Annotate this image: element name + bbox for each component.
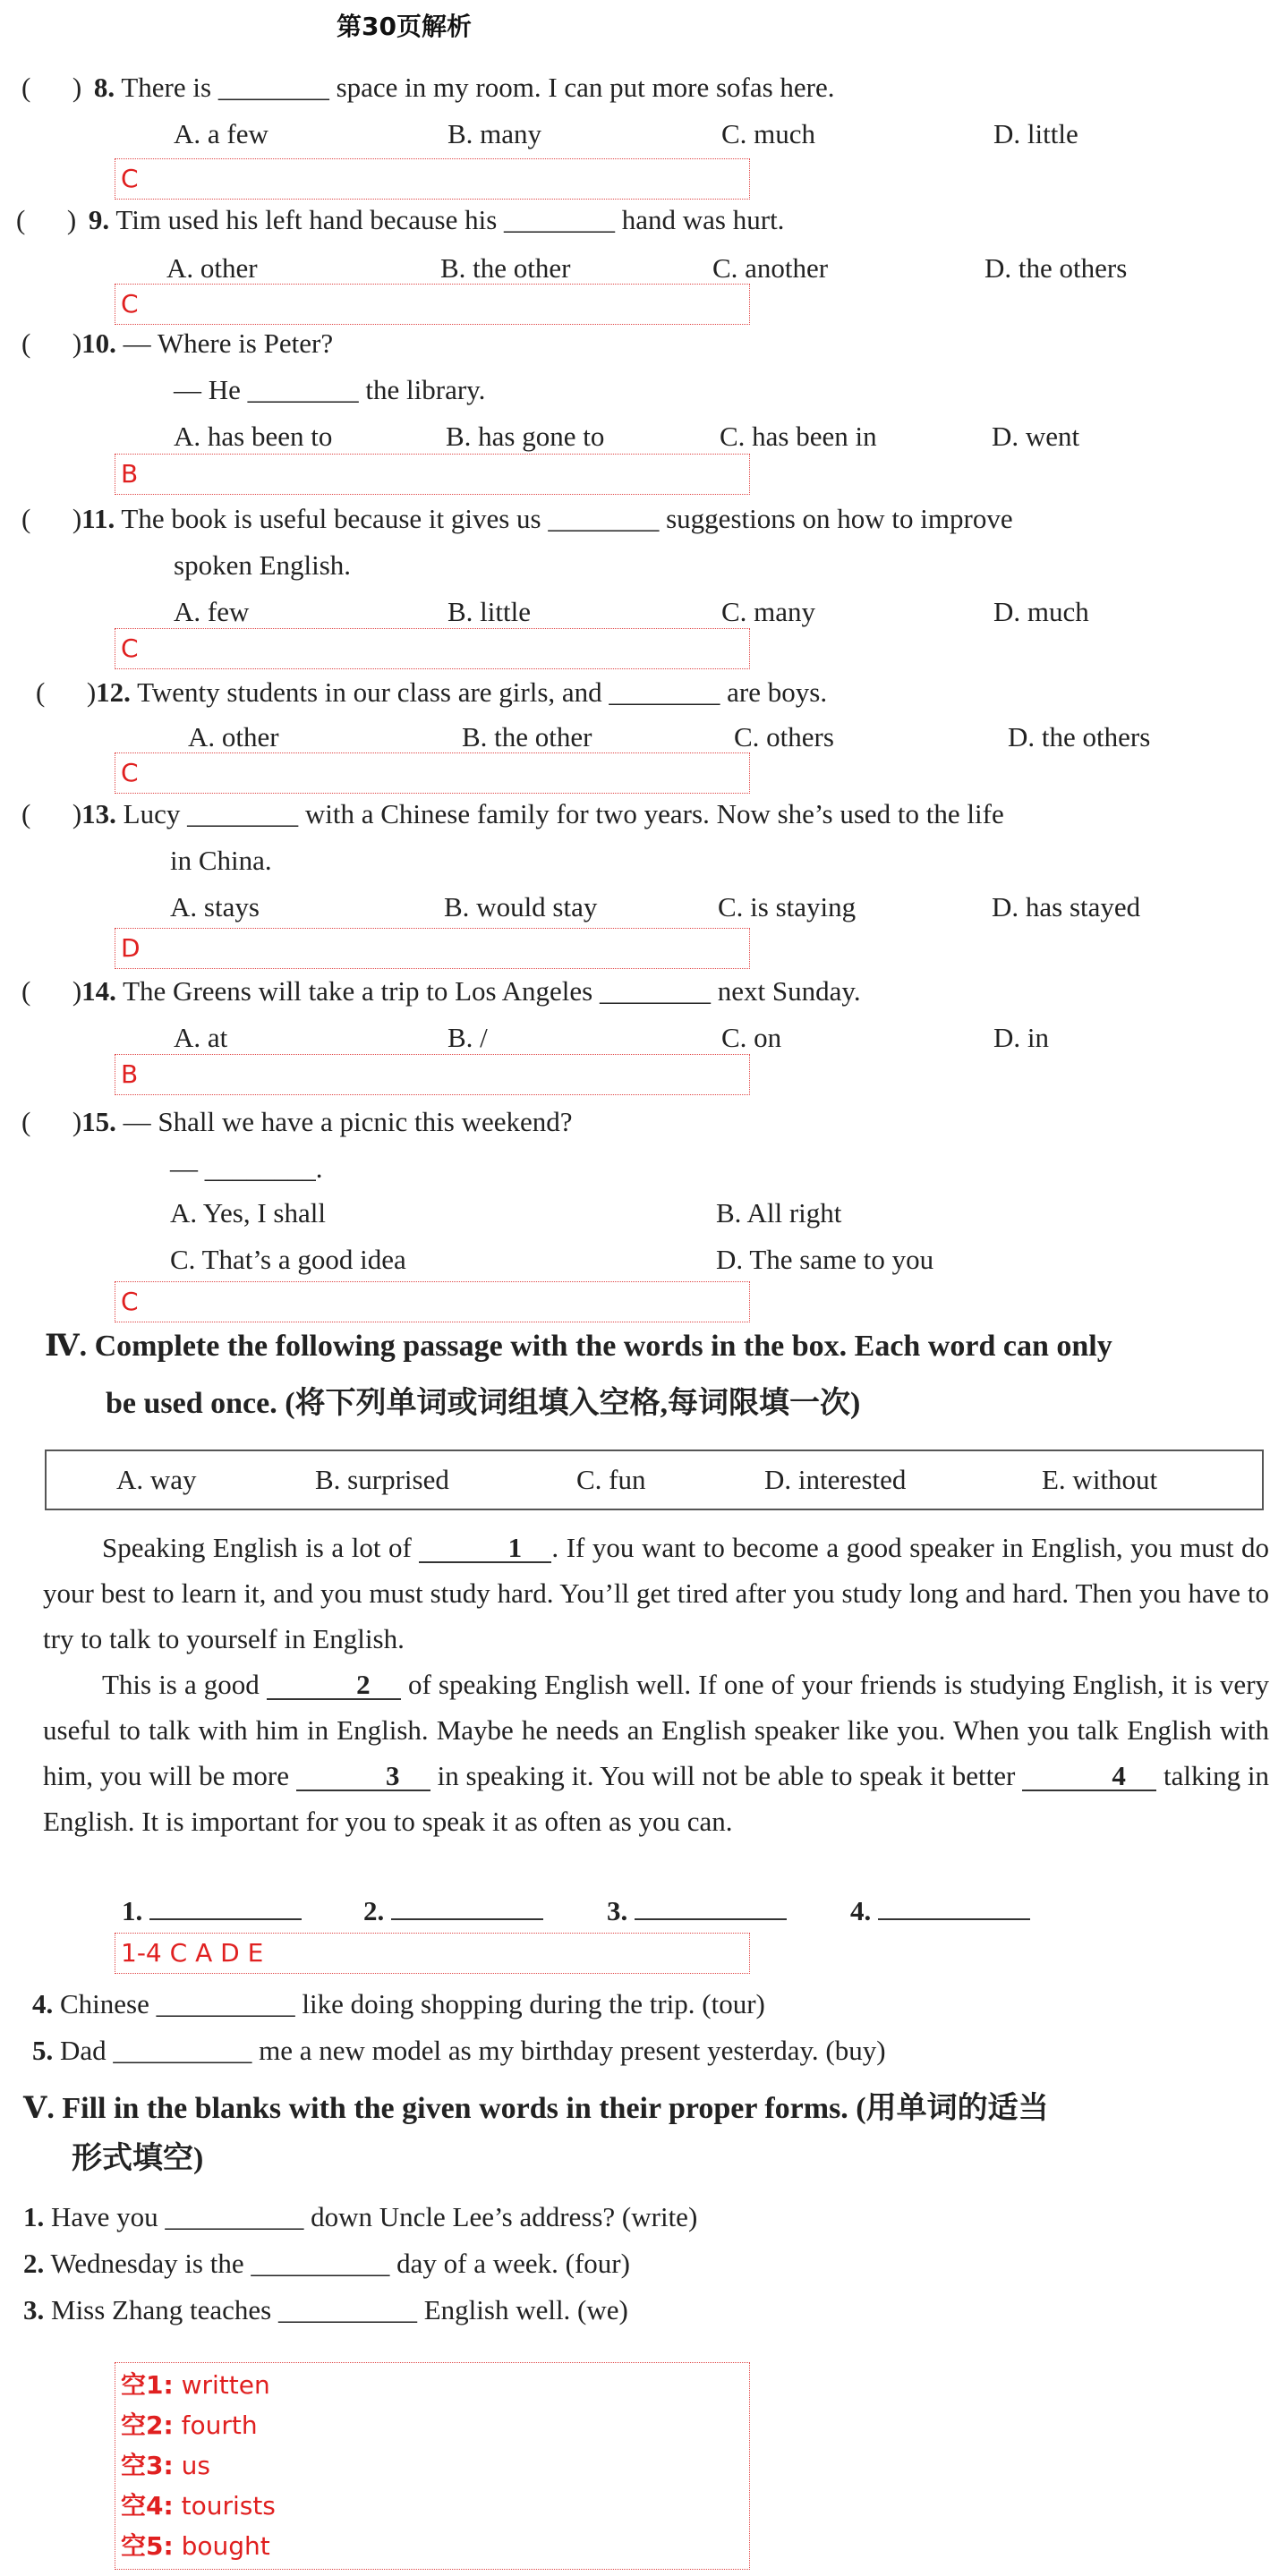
option-b: B. All right <box>716 1197 842 1228</box>
answer-box-13: D <box>115 928 750 969</box>
answer-box-8: C <box>115 158 750 200</box>
question-14: ( )14. The Greens will take a trip to Los Angeles ________ next Sunday. <box>21 975 861 1007</box>
question-10: ( )10. — Where is Peter? <box>21 327 334 359</box>
question-text-line2: in China. <box>170 845 272 876</box>
answer-row: 空4: tourists <box>121 2491 276 2521</box>
fill-item-1 <box>23 2201 697 2233</box>
option-c: C. has been in <box>720 421 877 452</box>
fill-item-2 <box>23 2248 630 2280</box>
item-text: Wednesday is the __________ day of a week. (four) <box>50 2248 630 2279</box>
item-number: 3. <box>23 2294 45 2325</box>
question-8: ( ) 8. There is ________ space in my room. I can put more sofas here. <box>21 72 835 103</box>
option-a: A. other <box>166 252 258 284</box>
option-c: C. much <box>721 118 816 149</box>
option-d: D. The same to you <box>716 1244 934 1275</box>
answer-box-9: C <box>115 284 750 325</box>
passage-text: of speaking English well. If one of your friends is studying English, it is very useful to talk with him in English. Maybe he needs an English speaker like you. When you talk English with him, you will be more <box>43 1669 1270 1791</box>
blank-2: 2 <box>267 1671 401 1700</box>
passage-text: This is a good <box>102 1669 260 1700</box>
answer-paren: ( ) <box>36 676 97 708</box>
page-title: 第30页解析 <box>337 12 472 41</box>
section-title-line1: Fill in the blanks with the given words in their proper forms. (用单词的适当 <box>62 2092 1049 2125</box>
word-option: B. surprised <box>315 1464 449 1495</box>
answer-row: 空1: written <box>121 2370 270 2400</box>
option-c: C. That’s a good idea <box>170 1244 406 1275</box>
answer-blank <box>635 1918 787 1920</box>
passage-paragraph-2 <box>43 1662 1269 1844</box>
option-b: B. has gone to <box>446 421 605 452</box>
question-number: 13 <box>81 798 110 829</box>
question-text: The book is useful because it gives us ________ suggestions on how to improve <box>121 503 1013 534</box>
word-option: C. fun <box>576 1464 646 1495</box>
option-c: C. many <box>721 596 816 627</box>
section-5-title <box>23 2083 1049 2127</box>
answer-paren: ( ) <box>21 798 82 829</box>
question-number: 15 <box>81 1106 110 1137</box>
item-text: Have you __________ down Uncle Lee’s address? (write) <box>51 2201 698 2232</box>
question-number: 14 <box>81 975 110 1007</box>
option-b: B. little <box>447 596 531 627</box>
answer-line-3 <box>607 1895 787 1927</box>
question-number: 9 <box>88 204 103 235</box>
question-text: Tim used his left hand because his ________ hand was hurt. <box>115 204 785 235</box>
question-9: ( ) 9. Tim used his left hand because his ________ hand was hurt. <box>16 204 785 235</box>
answer-line-2 <box>363 1895 543 1927</box>
option-a: A. has been to <box>174 421 333 452</box>
section-4-title <box>45 1328 1112 1364</box>
answer-box-11: C <box>115 628 750 669</box>
answer-paren: ( ) <box>21 327 82 359</box>
answer-label: 1. <box>122 1895 143 1926</box>
item-number: 2. <box>23 2248 45 2279</box>
blank-1: 1 <box>419 1535 551 1563</box>
answer-paren: ( ) <box>21 72 82 103</box>
option-a: A. at <box>174 1022 228 1053</box>
answer-label: 2. <box>363 1895 385 1926</box>
answer-box-15: C <box>115 1281 750 1322</box>
option-a: A. stays <box>170 891 260 922</box>
section-title-line1: Complete the following passage with the words in the box. Each word can only <box>94 1330 1112 1363</box>
word-option: A. way <box>116 1464 197 1495</box>
question-text: The Greens will take a trip to Los Angeles ________ next Sunday. <box>123 975 861 1007</box>
option-d: D. little <box>993 118 1078 149</box>
question-12: ( )12. Twenty students in our class are girls, and ________ are boys. <box>36 676 828 708</box>
answer-box-section-5 <box>115 2362 750 2570</box>
option-d: D. in <box>993 1022 1049 1053</box>
question-number: 11 <box>81 503 108 534</box>
answer-paren: ( ) <box>21 503 82 534</box>
carry-over-item-5 <box>32 2035 886 2067</box>
answer-label: 3. <box>607 1895 628 1926</box>
question-text-line2: — He ________ the library. <box>174 374 486 405</box>
question-text: Lucy ________ with a Chinese family for two years. Now she’s used to the life <box>123 798 1004 829</box>
item-number: 5. <box>32 2035 54 2066</box>
option-a: A. a few <box>174 118 268 149</box>
answer-row: 空5: bought <box>121 2531 270 2561</box>
answer-blank <box>391 1918 543 1920</box>
passage-text: . If you want to become a good speaker in English, you must do your best to learn it, and you must study hard. You’ll get tired after you study long and hard. Then you have to try to talk to yourself in English. <box>43 1532 1270 1654</box>
question-text: Twenty students in our class are girls, and ________ are boys. <box>137 676 828 708</box>
answer-box-section-4: 1-4 C A D E <box>115 1933 750 1974</box>
word-option: E. without <box>1042 1464 1158 1495</box>
answer-row: 空3: us <box>121 2451 210 2480</box>
item-text: Dad __________ me a new model as my birthday present yesterday. (buy) <box>60 2035 886 2066</box>
answer-box-10: B <box>115 454 750 495</box>
blank-3: 3 <box>296 1763 430 1791</box>
option-b: B. would stay <box>444 891 598 922</box>
option-a: A. other <box>188 721 279 752</box>
option-c: C. is staying <box>718 891 857 922</box>
answer-blank <box>149 1918 302 1920</box>
option-b: B. the other <box>462 721 592 752</box>
question-text: There is ________ space in my room. I can put more sofas here. <box>121 72 835 103</box>
section-title-line2: 形式填空) <box>72 2142 204 2175</box>
option-d: D. much <box>993 596 1089 627</box>
fill-item-3 <box>23 2294 628 2326</box>
question-text-line2: — ________. <box>170 1152 323 1184</box>
question-13: ( )13. Lucy ________ with a Chinese family for two years. Now she’s used to the life <box>21 798 1004 829</box>
word-option: D. interested <box>764 1464 907 1495</box>
option-b: B. the other <box>440 252 571 284</box>
carry-over-item-4 <box>32 1988 765 2020</box>
question-number: 10 <box>81 327 110 359</box>
blank-4: 4 <box>1022 1763 1156 1791</box>
answer-blank <box>878 1918 1030 1920</box>
option-d: D. the others <box>984 252 1128 284</box>
answer-line-1 <box>122 1895 302 1927</box>
question-text-line2: spoken English. <box>174 549 352 581</box>
option-c: C. on <box>721 1022 782 1053</box>
question-15: ( )15. — Shall we have a picnic this weekend? <box>21 1106 573 1137</box>
section-numeral: Ⅳ. <box>45 1330 88 1363</box>
option-d: D. the others <box>1008 721 1151 752</box>
section-numeral: Ⅴ. <box>23 2092 55 2125</box>
option-a: A. few <box>174 596 250 627</box>
answer-line-4 <box>850 1895 1030 1927</box>
item-number: 4. <box>32 1988 54 2019</box>
section-title-line2: be used once. (将下列单词或词组填入空格,每词限填一次) <box>106 1387 861 1420</box>
question-text: — Where is Peter? <box>123 327 334 359</box>
word-box <box>45 1450 1264 1510</box>
item-number: 1. <box>23 2201 45 2232</box>
question-text: — Shall we have a picnic this weekend? <box>123 1106 573 1137</box>
passage-text: Speaking English is a lot of <box>102 1532 412 1563</box>
answer-box-12: C <box>115 752 750 794</box>
option-d: D. went <box>992 421 1080 452</box>
item-text: Chinese __________ like doing shopping during the trip. (tour) <box>60 1988 765 2019</box>
passage-text: talking in English. It is important for you to speak it as often as you can. <box>43 1760 1270 1837</box>
option-c: C. another <box>712 252 829 284</box>
answer-box-14: B <box>115 1054 750 1095</box>
question-11: ( )11. The book is useful because it gives us ________ suggestions on how to improve <box>21 503 1013 534</box>
passage-paragraph-1 <box>43 1525 1269 1662</box>
answer-paren: ( ) <box>16 204 77 235</box>
answer-paren: ( ) <box>21 1106 82 1137</box>
option-a: A. Yes, I shall <box>170 1197 326 1228</box>
answer-paren: ( ) <box>21 975 82 1007</box>
option-b: B. / <box>447 1022 488 1053</box>
answer-row: 空2: fourth <box>121 2410 258 2440</box>
passage-text: in speaking it. You will not be able to speak it better <box>437 1760 1016 1791</box>
question-number: 8 <box>93 72 108 103</box>
option-d: D. has stayed <box>992 891 1141 922</box>
answer-label: 4. <box>850 1895 872 1926</box>
option-b: B. many <box>447 118 542 149</box>
question-number: 12 <box>96 676 124 708</box>
option-c: C. others <box>734 721 834 752</box>
item-text: Miss Zhang teaches __________ English well. (we) <box>51 2294 628 2325</box>
